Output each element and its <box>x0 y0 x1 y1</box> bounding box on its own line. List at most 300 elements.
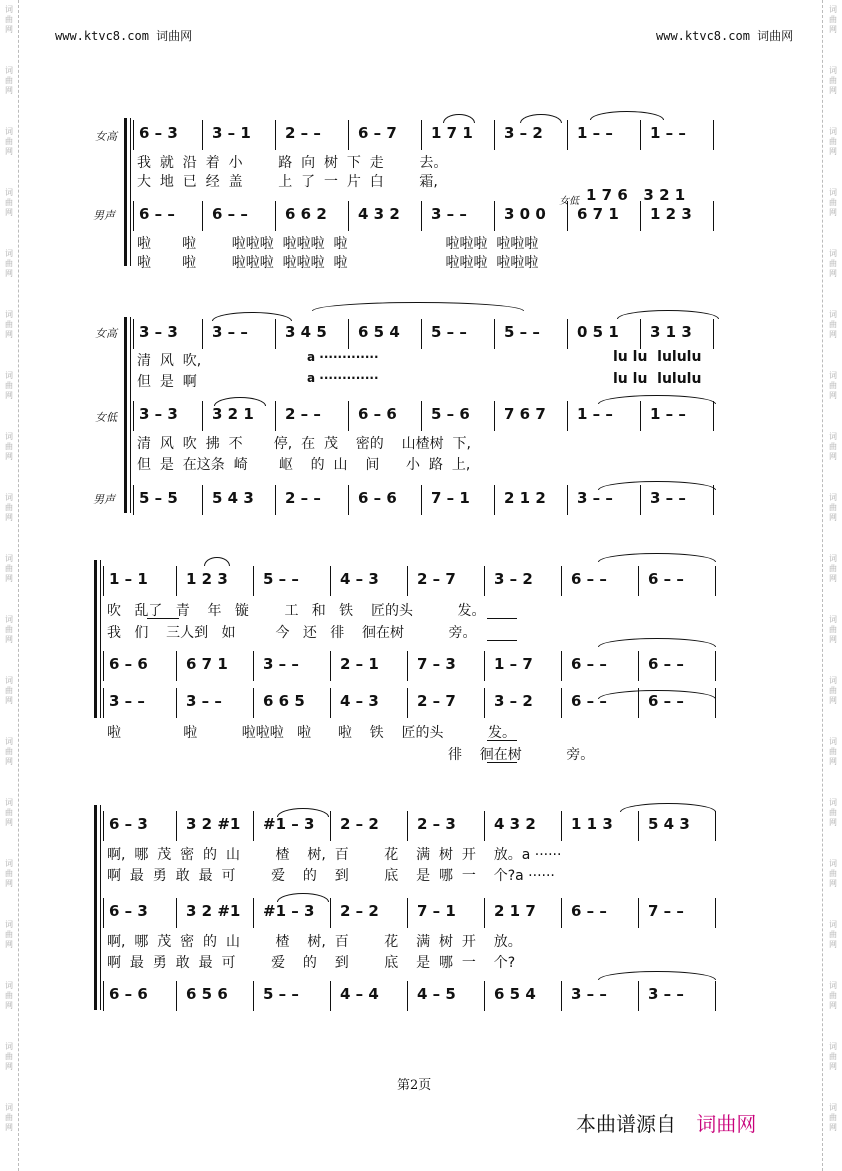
bar-line <box>484 898 485 928</box>
bar-line <box>330 651 331 681</box>
watermark-glyphs <box>826 676 840 706</box>
watermark-char: 曲 <box>829 15 837 24</box>
watermark-glyphs <box>826 188 840 218</box>
soprano-lyrics-verse-1: 清 风 吹, <box>137 353 202 369</box>
bar-line <box>133 201 134 231</box>
watermark-char: 词 <box>829 127 837 136</box>
measure-notes: 6 – 6 <box>109 985 148 1003</box>
watermark-glyphs <box>2 188 16 218</box>
watermark-char: 曲 <box>829 686 837 695</box>
bar-line <box>253 811 254 841</box>
system-bracket-line <box>100 560 101 718</box>
watermark-char: 网 <box>829 513 837 522</box>
watermark-glyphs <box>2 737 16 767</box>
bar-line <box>715 566 716 596</box>
bar-line <box>561 898 562 928</box>
measure-notes: 7 – – <box>648 902 684 920</box>
bar-line <box>253 566 254 596</box>
watermark-char: 网 <box>829 879 837 888</box>
measure-notes: 4 – 4 <box>340 985 379 1003</box>
watermark-char: 网 <box>829 1001 837 1010</box>
bar-line <box>133 120 134 150</box>
watermark-char: 词 <box>829 371 837 380</box>
watermark-char: 曲 <box>829 869 837 878</box>
bar-line <box>713 201 714 231</box>
measure-notes: 6 6 5 <box>263 692 305 710</box>
watermark-char: 词 <box>5 432 13 441</box>
alto-inline-notes: 1 7 6 3 2 1 <box>586 186 686 204</box>
watermark-char: 网 <box>5 1062 13 1071</box>
watermark-glyphs <box>2 310 16 340</box>
system-bracket-line <box>100 805 101 1010</box>
measure-notes: #1 – 3 <box>263 815 315 833</box>
upper-lyrics-verse-2: 我 们 三人到 如 今 还 徘 徊在树 旁。 <box>107 625 477 641</box>
header-url: www.ktvc8.com <box>55 29 149 43</box>
bar-line <box>176 688 177 718</box>
watermark-char: 词 <box>5 1103 13 1112</box>
watermark-char: 网 <box>5 269 13 278</box>
measure-notes: 6 – 3 <box>139 124 178 142</box>
measure-notes: 3 – – <box>212 323 248 341</box>
bar-line <box>202 485 203 515</box>
bar-line <box>638 566 639 596</box>
bar-line <box>484 651 485 681</box>
bar-line <box>494 120 495 150</box>
measure-notes: 0 5 1 <box>577 323 619 341</box>
vocalise-verse-2: a ············· <box>307 371 379 385</box>
measure-notes: 6 – – <box>571 692 607 710</box>
bar-line <box>275 201 276 231</box>
watermark-char: 曲 <box>5 137 13 146</box>
watermark-char: 曲 <box>5 564 13 573</box>
watermark-glyphs <box>826 371 840 401</box>
page-number: 第2页 <box>397 1078 432 1093</box>
measure-notes: 2 – 2 <box>340 902 379 920</box>
measure-notes: 5 – – <box>431 323 467 341</box>
watermark-char: 词 <box>829 5 837 14</box>
system-bracket-line <box>130 118 131 266</box>
measure-notes: 6 – – <box>212 205 248 223</box>
measure-notes: 5 – 5 <box>139 489 178 507</box>
measure-notes: 3 – – <box>431 205 467 223</box>
bar-line <box>484 811 485 841</box>
watermark-char: 网 <box>829 269 837 278</box>
watermark-char: 词 <box>829 310 837 319</box>
measure-notes: 2 1 2 <box>504 489 546 507</box>
watermark-char: 曲 <box>5 808 13 817</box>
watermark-glyphs <box>2 66 16 96</box>
measure-notes: 1 7 1 <box>431 124 473 142</box>
measure-notes: 6 – 6 <box>358 489 397 507</box>
bar-line <box>103 981 104 1011</box>
bar-line <box>348 201 349 231</box>
watermark-char: 词 <box>829 432 837 441</box>
watermark-glyphs <box>2 981 16 1011</box>
measure-notes: 5 4 3 <box>212 489 254 507</box>
watermark-char: 曲 <box>5 381 13 390</box>
bar-line <box>133 319 134 349</box>
watermark-char: 曲 <box>5 15 13 24</box>
vocalise-verse-1: a ············· <box>307 350 379 364</box>
measure-notes: #1 – 3 <box>263 902 315 920</box>
watermark-char: 网 <box>5 391 13 400</box>
measure-notes: 1 – 1 <box>109 570 148 588</box>
measure-notes: 7 – 3 <box>417 655 456 673</box>
watermark-char: 网 <box>829 147 837 156</box>
bar-line <box>330 898 331 928</box>
measure-notes: 4 3 2 <box>494 815 536 833</box>
voice-label-male: 男声 <box>93 209 115 222</box>
watermark-char: 曲 <box>829 930 837 939</box>
watermark-glyphs <box>826 432 840 462</box>
measure-notes: 1 – – <box>577 405 613 423</box>
watermark-char: 网 <box>5 1123 13 1132</box>
bar-line <box>484 981 485 1011</box>
measure-notes: 6 – – <box>648 570 684 588</box>
watermark-char: 网 <box>5 147 13 156</box>
bar-line <box>484 688 485 718</box>
watermark-char: 网 <box>829 757 837 766</box>
watermark-glyphs <box>826 1103 840 1133</box>
measure-notes: 3 – 1 <box>212 124 251 142</box>
slur <box>598 481 716 490</box>
watermark-char: 曲 <box>829 442 837 451</box>
watermark-char: 网 <box>829 208 837 217</box>
source-credit <box>576 1108 756 1137</box>
lyrics-verse-2: 大 地 已 经 盖 上 了 一 片 白 霜, <box>137 174 438 190</box>
watermark-glyphs <box>2 249 16 279</box>
watermark-char: 网 <box>5 757 13 766</box>
measure-notes: 3 – – <box>650 489 686 507</box>
upper-lyrics-verse-2: 啊 最 勇 敢 最 可 爱 的 到 底 是 哪 一 个?a ······ <box>107 868 555 884</box>
measure-notes: 3 2 #1 <box>186 902 241 920</box>
watermark-char: 网 <box>5 940 13 949</box>
watermark-glyphs <box>826 5 840 35</box>
underline <box>147 618 179 619</box>
watermark-glyphs <box>826 310 840 340</box>
watermark-char: 曲 <box>5 198 13 207</box>
watermark-char: 词 <box>829 920 837 929</box>
watermark-glyphs <box>826 1042 840 1072</box>
measure-notes: 6 – 7 <box>358 124 397 142</box>
bar-line <box>715 811 716 841</box>
watermark-char: 网 <box>829 391 837 400</box>
watermark-char: 曲 <box>5 503 13 512</box>
watermark-char: 网 <box>5 208 13 217</box>
watermark-char: 曲 <box>5 1113 13 1122</box>
bar-line <box>494 485 495 515</box>
bar-line <box>494 201 495 231</box>
watermark-char: 词 <box>829 615 837 624</box>
bar-line <box>103 898 104 928</box>
bar-line <box>494 401 495 431</box>
measure-notes: 1 1 3 <box>571 815 613 833</box>
bar-line <box>407 811 408 841</box>
bar-line <box>103 688 104 718</box>
watermark-char: 曲 <box>829 76 837 85</box>
slur <box>598 553 716 562</box>
watermark-char: 网 <box>5 25 13 34</box>
bar-line <box>640 120 641 150</box>
voice-label-alto: 女低 <box>95 411 117 424</box>
measure-notes: 2 – 3 <box>417 815 456 833</box>
watermark-char: 词 <box>5 859 13 868</box>
bar-line <box>713 401 714 431</box>
watermark-char: 曲 <box>5 686 13 695</box>
watermark-char: 网 <box>829 635 837 644</box>
watermark-char: 曲 <box>5 869 13 878</box>
bar-line <box>348 401 349 431</box>
measure-notes: 2 – 1 <box>340 655 379 673</box>
measure-notes: 6 – – <box>571 655 607 673</box>
bar-line <box>567 120 568 150</box>
bar-line <box>133 485 134 515</box>
measure-notes: 3 – 3 <box>139 405 178 423</box>
watermark-char: 词 <box>829 1103 837 1112</box>
slur <box>443 114 475 123</box>
slur <box>598 395 716 404</box>
watermark-char: 网 <box>829 818 837 827</box>
watermark-glyphs <box>826 249 840 279</box>
measure-notes: 1 – 7 <box>494 655 533 673</box>
system-bracket <box>124 118 127 266</box>
watermark-char: 词 <box>829 66 837 75</box>
measure-notes: 3 – 3 <box>139 323 178 341</box>
measure-notes: 1 – – <box>650 405 686 423</box>
bar-line <box>713 120 714 150</box>
measure-notes: 6 7 1 <box>186 655 228 673</box>
bar-line <box>640 201 641 231</box>
watermark-char: 词 <box>5 920 13 929</box>
bar-line <box>715 688 716 718</box>
underline <box>487 740 517 741</box>
alto-lyrics-verse-2: 但 是 在这条 崎 岖 的 山 间 小 路 上, <box>137 457 471 473</box>
watermark-char: 词 <box>5 615 13 624</box>
measure-notes: 6 – 3 <box>109 902 148 920</box>
middle-lyrics-verse-1: 啊, 哪 茂 密 的 山 楂 树, 百 花 满 树 开 放。 <box>107 934 522 950</box>
watermark-char: 词 <box>5 981 13 990</box>
header-url: www.ktvc8.com <box>656 29 750 43</box>
watermark-char: 网 <box>829 330 837 339</box>
watermark-char: 词 <box>829 798 837 807</box>
bar-line <box>407 981 408 1011</box>
bar-line <box>715 651 716 681</box>
watermark-char: 曲 <box>829 1052 837 1061</box>
watermark-glyphs <box>2 798 16 828</box>
watermark-char: 网 <box>829 86 837 95</box>
slur <box>620 803 716 812</box>
bar-line <box>421 120 422 150</box>
watermark-char: 网 <box>829 940 837 949</box>
measure-notes: 6 5 4 <box>358 323 400 341</box>
bar-line <box>176 981 177 1011</box>
bar-line <box>561 811 562 841</box>
watermark-char: 曲 <box>5 320 13 329</box>
watermark-char: 网 <box>829 452 837 461</box>
male-lyrics-verse-1: 啦 啦 啦啦啦 啦啦啦 啦 啦啦啦 啦啦啦 <box>137 236 539 252</box>
watermark-char: 词 <box>5 737 13 746</box>
measure-notes: 3 – 2 <box>494 570 533 588</box>
slur <box>214 397 266 406</box>
watermark-char: 网 <box>829 1123 837 1132</box>
watermark-glyphs <box>826 127 840 157</box>
bar-line <box>202 319 203 349</box>
watermark-glyphs <box>826 798 840 828</box>
header-left <box>55 27 192 44</box>
bar-line <box>176 811 177 841</box>
watermark-char: 词 <box>829 1042 837 1051</box>
measure-notes: 5 – – <box>504 323 540 341</box>
watermark-char: 曲 <box>5 76 13 85</box>
slur <box>277 808 329 817</box>
bar-line <box>407 688 408 718</box>
bar-line <box>202 201 203 231</box>
watermark-char: 词 <box>5 5 13 14</box>
watermark-char: 曲 <box>5 930 13 939</box>
measure-notes: 2 – – <box>285 489 321 507</box>
slur <box>598 638 716 647</box>
watermark-glyphs <box>2 676 16 706</box>
watermark-glyphs <box>826 493 840 523</box>
underline <box>487 640 517 641</box>
bar-line <box>133 401 134 431</box>
lyrics-verse-1: 我 就 沿 着 小 路 向 树 下 走 去。 <box>137 155 448 171</box>
lower-lyrics-verse-1: 啦 啦 啦啦啦 啦 啦 铁 匠的头 发。 <box>107 725 516 741</box>
source-prefix: 本曲谱源自 <box>576 1112 676 1136</box>
watermark-char: 曲 <box>829 381 837 390</box>
bar-line <box>103 811 104 841</box>
watermark-glyphs <box>826 737 840 767</box>
voice-label-alto-inline: 女低 <box>559 196 579 207</box>
measure-notes: 5 – 6 <box>431 405 470 423</box>
watermark-char: 词 <box>829 859 837 868</box>
measure-notes: 6 7 1 <box>577 205 619 223</box>
bar-line <box>421 319 422 349</box>
bar-line <box>330 566 331 596</box>
upper-lyrics-verse-1: 啊, 哪 茂 密 的 山 楂 树, 百 花 满 树 开 放。a ······ <box>107 847 562 863</box>
watermark-char: 词 <box>829 188 837 197</box>
measure-notes: 6 – – <box>648 655 684 673</box>
bar-line <box>253 651 254 681</box>
bar-line <box>561 566 562 596</box>
measure-notes: 2 – – <box>285 124 321 142</box>
watermark-char: 曲 <box>5 991 13 1000</box>
watermark-char: 词 <box>5 554 13 563</box>
slur <box>598 690 716 699</box>
measure-notes: 2 – 2 <box>340 815 379 833</box>
measure-notes: 6 – – <box>571 570 607 588</box>
measure-notes: 4 – 3 <box>340 692 379 710</box>
underline <box>487 618 517 619</box>
soprano-lyrics-verse-2: 但 是 啊 <box>137 374 197 390</box>
watermark-glyphs <box>2 554 16 584</box>
bar-line <box>421 485 422 515</box>
watermark-glyphs <box>2 5 16 35</box>
measure-notes: 1 2 3 <box>186 570 228 588</box>
watermark-char: 曲 <box>829 991 837 1000</box>
watermark-glyphs <box>2 371 16 401</box>
measure-notes: 3 1 3 <box>650 323 692 341</box>
system-bracket <box>94 560 97 718</box>
watermark-glyphs <box>2 1103 16 1133</box>
bar-line <box>421 401 422 431</box>
measure-notes: 4 – 3 <box>340 570 379 588</box>
bar-line <box>638 898 639 928</box>
measure-notes: 3 2 1 <box>212 405 254 423</box>
watermark-char: 曲 <box>829 503 837 512</box>
measure-notes: 7 – 1 <box>417 902 456 920</box>
measure-notes: 3 – – <box>648 985 684 1003</box>
bar-line <box>561 981 562 1011</box>
bar-line <box>330 811 331 841</box>
bar-line <box>638 981 639 1011</box>
measure-notes: 3 – 2 <box>504 124 543 142</box>
bar-line <box>561 688 562 718</box>
bar-line <box>176 651 177 681</box>
watermark-glyphs <box>2 615 16 645</box>
slur <box>598 971 716 980</box>
watermark-glyphs <box>826 981 840 1011</box>
watermark-char: 网 <box>5 86 13 95</box>
measure-notes: 5 – – <box>263 985 299 1003</box>
bar-line <box>348 319 349 349</box>
bar-line <box>561 651 562 681</box>
underline <box>487 762 517 763</box>
measure-notes: 6 5 6 <box>186 985 228 1003</box>
watermark-char: 曲 <box>829 747 837 756</box>
bar-line <box>567 401 568 431</box>
watermark-char: 词 <box>5 310 13 319</box>
bar-line <box>421 201 422 231</box>
measure-notes: 5 4 3 <box>648 815 690 833</box>
bar-line <box>176 898 177 928</box>
measure-notes: 6 – 3 <box>109 815 148 833</box>
measure-notes: 6 – 6 <box>109 655 148 673</box>
bar-line <box>275 120 276 150</box>
watermark-char: 词 <box>5 1042 13 1051</box>
system-bracket-line <box>130 317 131 513</box>
bar-line <box>275 485 276 515</box>
male-lyrics-verse-2: 啦 啦 啦啦啦 啦啦啦 啦 啦啦啦 啦啦啦 <box>137 255 539 271</box>
slur <box>590 111 664 120</box>
watermark-char: 曲 <box>829 320 837 329</box>
bar-line <box>275 319 276 349</box>
bar-line <box>348 485 349 515</box>
measure-notes: 1 – – <box>650 124 686 142</box>
measure-notes: 1 – – <box>577 124 613 142</box>
bar-line <box>407 566 408 596</box>
bar-line <box>103 651 104 681</box>
measure-notes: 6 6 2 <box>285 205 327 223</box>
bar-line <box>330 688 331 718</box>
measure-notes: 4 3 2 <box>358 205 400 223</box>
bar-line <box>348 120 349 150</box>
measure-notes: 3 2 #1 <box>186 815 241 833</box>
watermark-char: 网 <box>5 635 13 644</box>
measure-notes: 7 6 7 <box>504 405 546 423</box>
slur <box>277 893 329 902</box>
watermark-glyphs <box>2 127 16 157</box>
watermark-char: 网 <box>5 330 13 339</box>
measure-notes: 3 – – <box>571 985 607 1003</box>
watermark-char: 词 <box>5 798 13 807</box>
watermark-char: 词 <box>5 127 13 136</box>
watermark-glyphs <box>826 66 840 96</box>
bar-line <box>275 401 276 431</box>
watermark-char: 词 <box>5 676 13 685</box>
header-right <box>656 27 793 44</box>
measure-notes: 3 0 0 <box>504 205 546 223</box>
